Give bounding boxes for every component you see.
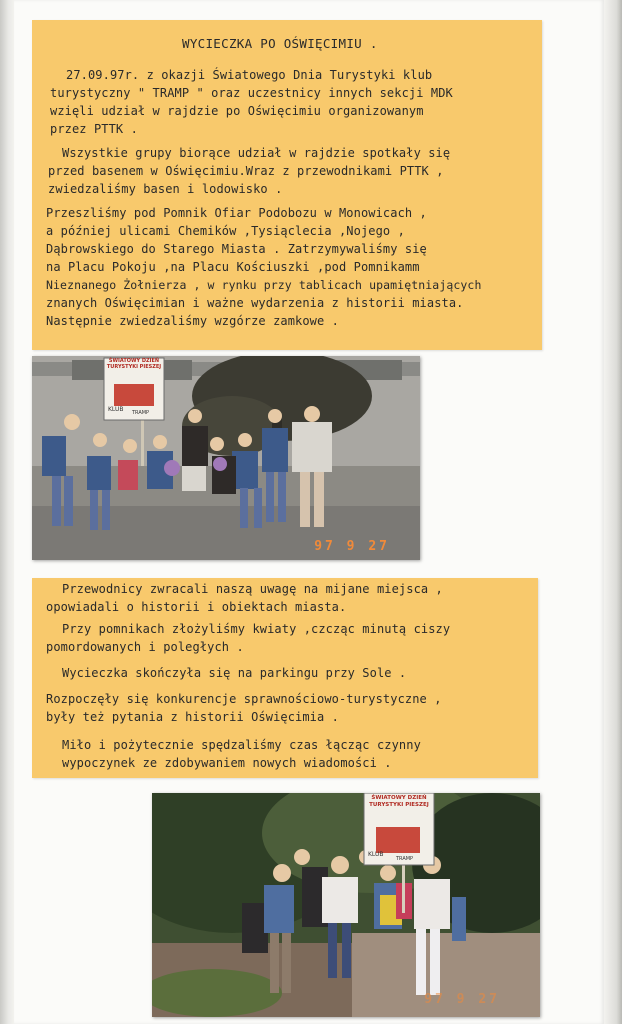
note2-line: opowiadali o historii i obiektach miasta. bbox=[46, 600, 347, 614]
note1-line: Dąbrowskiego do Starego Miasta . Zatrzymywaliśmy się bbox=[46, 242, 427, 256]
sign-line-2: TURYSTYKI PIESZEJ bbox=[106, 364, 162, 370]
sign-line-1: ŚWIATOWY DZIEŃ bbox=[108, 358, 160, 364]
note1-line: Przeszliśmy pod Pomnik Ofiar Podobozu w Monowicach , bbox=[46, 206, 427, 220]
note1-line: przez PTTK . bbox=[50, 122, 138, 136]
note2-line: Przy pomnikach złożyliśmy kwiaty ,czcząc minutą ciszy bbox=[62, 622, 451, 636]
note2-line: Miło i pożytecznie spędzaliśmy czas łącząc czynny bbox=[62, 738, 421, 752]
sign-text bbox=[364, 795, 434, 809]
date-stamp: 97 9 27 bbox=[424, 992, 500, 1007]
note1-line: 27.09.97r. z okazji Światowego Dnia Turystyki klub bbox=[66, 68, 433, 82]
sign-text bbox=[104, 358, 164, 370]
note-card-2 bbox=[32, 578, 538, 778]
sign-name: TRAMP bbox=[396, 856, 414, 862]
note1-line: zwiedzaliśmy basen i lodowisko . bbox=[48, 182, 283, 196]
sign-club: KLUB bbox=[368, 851, 384, 858]
note-title: WYCIECZKA PO OŚWIĘCIMIU . bbox=[182, 36, 378, 51]
note1-line: Następnie zwiedzaliśmy wzgórze zamkowe . bbox=[46, 314, 339, 328]
note1-line: wzięli udział w rajdzie po Oświęcimiu organizowanym bbox=[50, 104, 424, 118]
note2-line: wypoczynek ze zdobywaniem nowych wiadomości . bbox=[62, 756, 392, 770]
date-stamp: 97 9 27 bbox=[314, 539, 390, 554]
note1-line: a później ulicami Chemików ,Tysiąclecia ,Nojego , bbox=[46, 224, 405, 238]
note1-line: Nieznanego Żołnierza , w rynku przy tablicach upamiętniających bbox=[46, 278, 482, 292]
note1-line: znanych Oświęcimian i ważne wydarzenia z historii miasta. bbox=[46, 296, 464, 310]
note2-line: pomordowanych i poległych . bbox=[46, 640, 244, 654]
note1-line: przed basenem w Oświęcimiu.Wraz z przewodnikami PTTK , bbox=[48, 164, 444, 178]
note-card-1 bbox=[32, 20, 542, 350]
sign-line-1: ŚWIATOWY DZIEŃ bbox=[371, 795, 427, 801]
note1-line: Wszystkie grupy biorące udział w rajdzie spotkały się bbox=[62, 146, 451, 160]
note1-line: na Placu Pokoju ,na Placu Kościuszki ,pod Pomnikamm bbox=[46, 260, 420, 274]
note2-line: Przewodnicy zwracali naszą uwagę na mijane miejsca , bbox=[62, 582, 443, 596]
sign-club: KLUB bbox=[108, 406, 124, 413]
group-photo-2 bbox=[152, 793, 540, 1017]
page-edge bbox=[604, 0, 622, 1024]
note2-line: Rozpoczęły się konkurencje sprawnościowo-turystyczne , bbox=[46, 692, 442, 706]
group-photo-1 bbox=[32, 356, 420, 560]
album-binding bbox=[0, 0, 14, 1024]
sign-line-2: TURYSTYKI PIESZEJ bbox=[369, 802, 429, 808]
note1-line: turystyczny " TRAMP " oraz uczestnicy innych sekcji MDK bbox=[50, 86, 453, 100]
note2-line: Wycieczka skończyła się na parkingu przy Sole . bbox=[62, 666, 407, 680]
group-photo-1-image bbox=[32, 356, 420, 560]
group-photo-2-image bbox=[152, 793, 540, 1017]
sign-name: TRAMP bbox=[132, 410, 150, 416]
note2-line: były też pytania z historii Oświęcimia . bbox=[46, 710, 339, 724]
